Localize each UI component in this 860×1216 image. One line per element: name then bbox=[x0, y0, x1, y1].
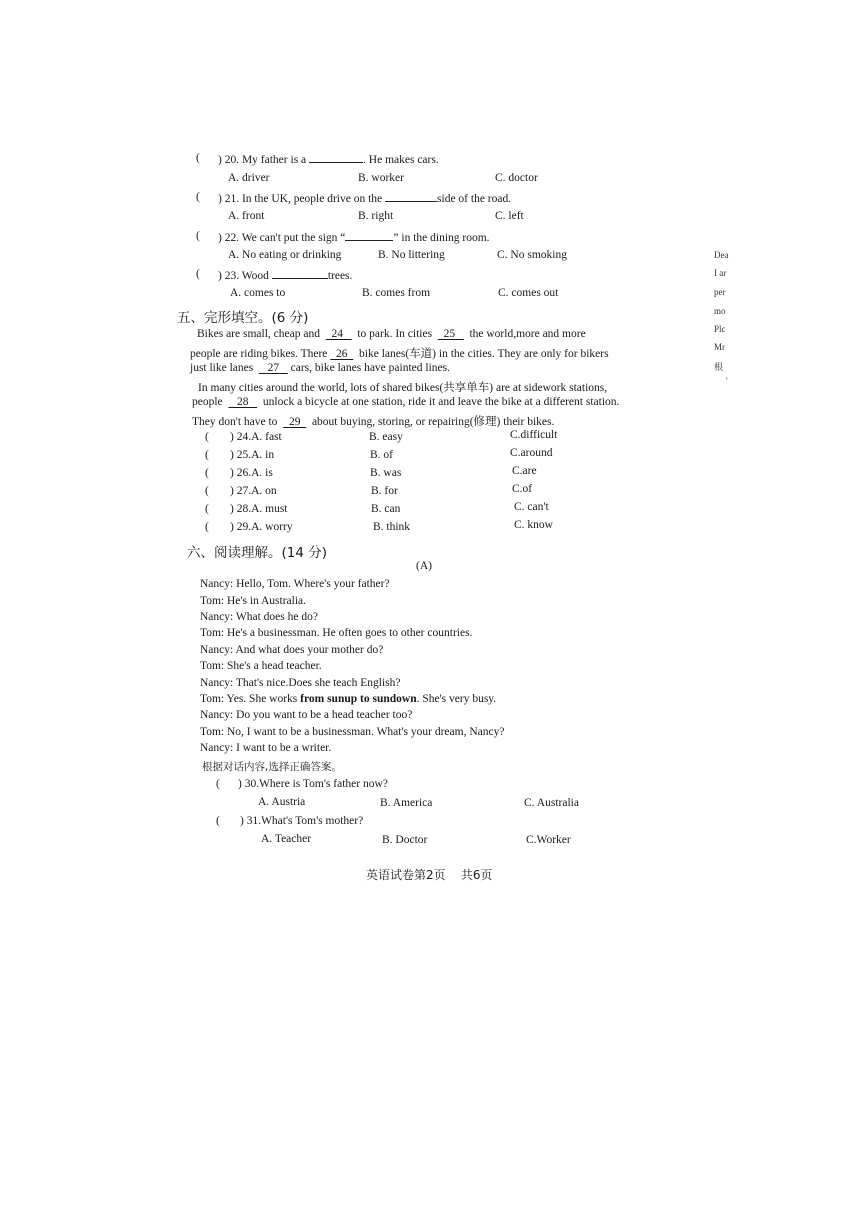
passage-text: the world,more and more bbox=[469, 328, 586, 340]
passage-text: Bikes are small, cheap and bbox=[197, 328, 320, 340]
q31-option-b: B. Doctor bbox=[382, 834, 428, 846]
q21-option-c: C. left bbox=[495, 210, 524, 222]
question-23 bbox=[218, 268, 352, 282]
blank-number: 28 bbox=[237, 396, 249, 408]
edge-fragment: Mr bbox=[714, 342, 725, 352]
cloze-24-option-c: C.difficult bbox=[510, 429, 558, 441]
passage-line-6 bbox=[192, 413, 554, 429]
q22-option-a: A. No eating or drinking bbox=[228, 249, 342, 261]
question-30: ) 30.Where is Tom's father now? bbox=[238, 778, 388, 790]
passage-part-label: (A) bbox=[416, 560, 432, 572]
blank-25 bbox=[438, 328, 464, 340]
cloze-29-option-a: ) 29.A. worry bbox=[230, 521, 293, 533]
question-31: ) 31.What's Tom's mother? bbox=[240, 815, 364, 827]
dialogue-line: Nancy: That's nice.Does she teach English? bbox=[200, 677, 401, 689]
q22-option-c: C. No smoking bbox=[497, 249, 567, 261]
dialogue-line: Tom: He's in Australia. bbox=[200, 595, 307, 607]
answer-blank bbox=[345, 230, 393, 241]
q31-option-a: A. Teacher bbox=[261, 833, 312, 845]
cloze-24-option-b: B. easy bbox=[369, 431, 403, 443]
q30-option-a: A. Austria bbox=[258, 796, 306, 808]
blank-number: 24 bbox=[331, 328, 343, 340]
answer-paren: ( bbox=[205, 467, 209, 479]
blank-number: 26 bbox=[336, 348, 348, 360]
q22-stem-a: ) 22. We can't put the sign “ bbox=[218, 232, 346, 244]
dialogue-line: Tom: No, I want to be a businessman. What's your dream, Nancy? bbox=[200, 726, 505, 738]
answer-paren: ( bbox=[205, 485, 209, 497]
answer-blank bbox=[272, 268, 328, 279]
dialogue-line: Nancy: And what does your mother do? bbox=[200, 644, 384, 656]
cloze-29-option-c: C. know bbox=[514, 519, 553, 531]
passage-line-3 bbox=[190, 362, 450, 374]
dialogue-text: . She's very busy. bbox=[416, 693, 497, 705]
edge-fragment: per bbox=[714, 287, 726, 297]
q21-stem-a: ) 21. In the UK, people drive on the bbox=[218, 193, 383, 205]
passage-text: unlock a bicycle at one station, ride it and leave the bike at a different station. bbox=[262, 396, 620, 408]
passage-text: about buying, storing, or repairing(修理) their bikes. bbox=[311, 416, 555, 428]
reading-instruction: 根据对话内容,选择正确答案。 bbox=[202, 761, 342, 773]
cloze-25-option-b: B. of bbox=[370, 449, 393, 461]
dialogue-line: Tom: She's a head teacher. bbox=[200, 660, 322, 672]
q23-stem-b: trees. bbox=[327, 270, 353, 282]
dialogue-text: Tom: Yes. She works bbox=[200, 693, 301, 705]
passage-line-2 bbox=[190, 345, 609, 361]
question-22 bbox=[218, 230, 490, 244]
edge-fragment: 根 bbox=[714, 362, 724, 372]
blank-28 bbox=[228, 396, 257, 408]
dialogue-line: Tom: He's a businessman. He often goes to other countries. bbox=[200, 627, 473, 639]
q22-option-b: B. No littering bbox=[378, 249, 445, 261]
answer-paren: ( bbox=[196, 191, 200, 203]
section-5-title: 五、完形填空。(6 分) bbox=[177, 310, 309, 326]
q20-option-b: B. worker bbox=[358, 172, 404, 184]
passage-text: They don't have to bbox=[192, 416, 278, 428]
cloze-24-option-a: ) 24.A. fast bbox=[230, 431, 282, 443]
question-21 bbox=[218, 191, 511, 205]
answer-blank bbox=[385, 191, 437, 202]
answer-paren: ( bbox=[216, 815, 220, 827]
bold-phrase: from sunup to sundown bbox=[300, 693, 417, 705]
passage-text: bike lanes(车道) in the cities. They are only for bikers bbox=[359, 348, 609, 360]
answer-blank bbox=[309, 152, 363, 163]
answer-paren: ( bbox=[196, 230, 200, 242]
q21-stem-b: side of the road. bbox=[437, 193, 512, 205]
cloze-26-option-a: ) 26.A. is bbox=[230, 467, 273, 479]
answer-paren: ( bbox=[205, 521, 209, 533]
page-footer: 英语试卷第2页 共6页 bbox=[366, 868, 493, 882]
dialogue-line: Nancy: What does he do? bbox=[200, 611, 318, 623]
q23-option-b: B. comes from bbox=[362, 287, 431, 299]
q20-option-c: C. doctor bbox=[495, 172, 538, 184]
blank-number: 29 bbox=[288, 416, 301, 428]
q23-option-c: C. comes out bbox=[498, 287, 559, 299]
edge-fragment: Plc bbox=[714, 324, 726, 334]
cloze-27-option-b: B. for bbox=[371, 485, 398, 497]
answer-paren: ( bbox=[196, 268, 200, 280]
edge-fragment: ' bbox=[726, 376, 728, 386]
passage-line-1 bbox=[197, 328, 586, 340]
q22-stem-b: ” in the dining room. bbox=[393, 232, 490, 244]
cloze-25-option-a: ) 25.A. in bbox=[230, 449, 275, 461]
blank-number: 25 bbox=[443, 328, 456, 340]
q21-option-b: B. right bbox=[358, 210, 394, 222]
passage-text: just like lanes bbox=[190, 362, 254, 374]
answer-paren: ( bbox=[205, 503, 209, 515]
cloze-27-option-a: ) 27.A. on bbox=[230, 485, 277, 497]
q20-option-a: A. driver bbox=[228, 172, 270, 184]
edge-fragment: Dea bbox=[714, 250, 729, 260]
cloze-26-option-b: B. was bbox=[370, 467, 402, 479]
dialogue-line: Nancy: Do you want to be a head teacher too? bbox=[200, 709, 413, 721]
q20-stem-a: ) 20. My father is a bbox=[218, 154, 307, 166]
q20-stem-b: . He makes cars. bbox=[363, 154, 439, 166]
q30-option-c: C. Australia bbox=[524, 797, 579, 809]
q21-option-a: A. front bbox=[228, 210, 265, 222]
blank-26 bbox=[330, 348, 353, 360]
dialogue-line bbox=[200, 693, 496, 705]
q23-stem-a: ) 23. Wood bbox=[218, 270, 269, 282]
blank-number: 27 bbox=[267, 362, 280, 374]
cloze-27-option-c: C.of bbox=[512, 483, 533, 495]
passage-line-5 bbox=[192, 396, 619, 408]
edge-fragment: I ar bbox=[714, 268, 727, 278]
q31-option-c: C.Worker bbox=[526, 834, 571, 846]
blank-27 bbox=[259, 362, 288, 374]
section-6-title: 六、阅读理解。(14 分) bbox=[187, 545, 328, 561]
passage-text: people are riding bikes. There bbox=[190, 348, 328, 360]
passage-text: to park. In cities bbox=[357, 328, 433, 340]
answer-paren: ( bbox=[205, 449, 209, 461]
passage-line-4: In many cities around the world, lots of shared bikes(共享单车) are at sidework stations, bbox=[198, 382, 608, 394]
edge-fragment: mo bbox=[714, 306, 726, 316]
dialogue-line: Nancy: Hello, Tom. Where's your father? bbox=[200, 578, 390, 590]
answer-paren: ( bbox=[216, 778, 220, 790]
cloze-29-option-b: B. think bbox=[373, 521, 411, 533]
dialogue-line: Nancy: I want to be a writer. bbox=[200, 742, 332, 754]
cloze-28-option-c: C. can't bbox=[514, 501, 549, 513]
cloze-26-option-c: C.are bbox=[512, 465, 537, 477]
cloze-25-option-c: C.around bbox=[510, 447, 553, 459]
q30-option-b: B. America bbox=[380, 797, 433, 809]
passage-text: cars, bike lanes have painted lines. bbox=[290, 362, 450, 374]
blank-24 bbox=[326, 328, 352, 340]
cloze-28-option-b: B. can bbox=[371, 503, 401, 515]
passage-text: people bbox=[192, 396, 223, 408]
q23-option-a: A. comes to bbox=[230, 287, 286, 299]
blank-29 bbox=[283, 416, 306, 428]
answer-paren: ( bbox=[205, 431, 209, 443]
question-20 bbox=[218, 152, 439, 166]
cloze-28-option-a: ) 28.A. must bbox=[230, 503, 288, 515]
answer-paren: ( bbox=[196, 152, 200, 164]
